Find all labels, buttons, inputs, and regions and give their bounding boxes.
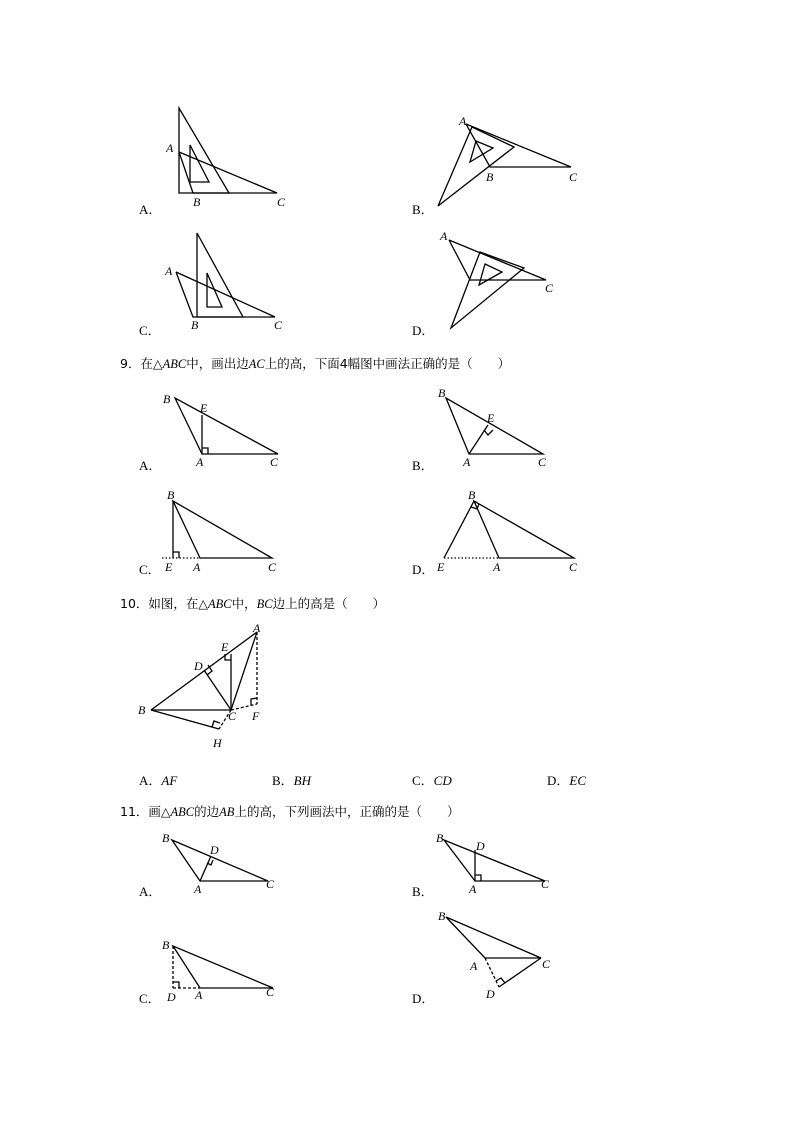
label-c: C	[569, 560, 578, 574]
label-c: C	[268, 560, 277, 574]
label-c: C	[270, 455, 279, 469]
label-c: C	[228, 709, 237, 723]
right-angle-h	[212, 721, 220, 727]
right-angle-d	[207, 665, 212, 675]
segment-cd	[204, 670, 231, 710]
label-c: C	[277, 195, 286, 209]
right-angle-mark	[173, 982, 179, 988]
label-c: C	[266, 985, 275, 999]
q9-option-c[interactable]: C．	[139, 562, 161, 577]
label-d: D	[167, 990, 176, 1004]
label-d: D	[486, 987, 495, 1001]
q9-option-d[interactable]: D．	[412, 562, 435, 577]
q9-figure-c	[160, 488, 300, 573]
label-b: B	[167, 488, 175, 502]
label-b: B	[486, 170, 494, 184]
question-9-text: 9．在△ABC中，画出边AC上的高，下面4幅图中画法正确的是（ ）	[120, 356, 511, 371]
label-d: D	[476, 839, 485, 853]
triangle-abc	[172, 840, 268, 881]
right-angle-mark	[202, 448, 208, 454]
label-b: B	[436, 831, 444, 845]
q9-option-a[interactable]: A．	[139, 458, 162, 473]
label-a: A	[166, 141, 174, 155]
label-b: B	[193, 195, 201, 209]
triangle-abc	[466, 124, 571, 167]
label-c: C	[545, 281, 554, 295]
question-11-text: 11．画△ABC的边AB上的高，下列画法中，正确的是（ ）	[120, 804, 460, 819]
label-c: C	[266, 877, 275, 891]
label-e: E	[437, 560, 445, 574]
label-a: A	[440, 229, 448, 243]
label-e: E	[487, 411, 495, 425]
label-b: B	[468, 488, 476, 502]
segment-bh	[151, 710, 219, 729]
triangle-abc	[446, 917, 541, 958]
label-a: A	[253, 621, 261, 635]
q10-figure	[130, 620, 280, 755]
label-a: A	[193, 560, 201, 574]
q11-option-b[interactable]: B．	[412, 884, 434, 899]
label-d: D	[210, 843, 219, 857]
label-a: A	[469, 882, 477, 896]
q8-figure-d	[430, 228, 580, 333]
label-d: D	[194, 659, 203, 673]
triangle-abc	[179, 152, 277, 193]
extension-line	[485, 958, 499, 987]
triangle-abc	[175, 398, 278, 454]
label-b: B	[163, 392, 171, 406]
set-square-outer	[197, 233, 243, 317]
triangle-abc	[173, 946, 273, 988]
q10-answer-b[interactable]: B．BH	[272, 773, 312, 788]
set-square-inner	[479, 264, 502, 285]
q11-figure-c	[158, 934, 288, 1009]
q10-answer-c[interactable]: C．CD	[412, 773, 452, 788]
label-a: A	[459, 114, 467, 128]
right-angle-mark	[173, 552, 179, 558]
q8-figure-c	[160, 225, 300, 335]
label-f: F	[252, 709, 260, 723]
q8-figure-a	[160, 100, 300, 215]
height-line	[200, 856, 211, 881]
q11-figure-b	[430, 828, 570, 898]
triangle-abc	[444, 840, 545, 881]
label-e: E	[165, 560, 173, 574]
label-a: A	[194, 882, 202, 896]
q8-option-c[interactable]: C．	[139, 323, 161, 338]
label-c: C	[538, 455, 547, 469]
label-c: C	[541, 877, 550, 891]
label-b: B	[138, 703, 146, 717]
q8-option-d[interactable]: D．	[412, 323, 435, 338]
label-b: B	[438, 909, 446, 923]
height-line	[469, 425, 488, 454]
label-b: B	[162, 831, 170, 845]
label-a: A	[493, 560, 501, 574]
label-b: B	[438, 386, 446, 400]
label-c: C	[542, 957, 551, 971]
q9-figure-d	[432, 488, 592, 573]
triangle-abc	[176, 272, 275, 317]
label-c: C	[274, 318, 283, 332]
q9-figure-b	[432, 385, 582, 470]
label-c: C	[569, 170, 578, 184]
triangle-abc	[474, 501, 574, 558]
q9-figure-a	[160, 390, 300, 470]
label-h: H	[213, 736, 222, 750]
question-10-text: 10．如图，在△ABC中，BC边上的高是（ ）	[120, 596, 386, 611]
label-e: E	[221, 640, 229, 654]
label-a: A	[165, 264, 173, 278]
right-angle-mark	[484, 430, 493, 435]
q11-figure-a	[158, 828, 288, 898]
label-a: A	[195, 988, 203, 1002]
label-b: B	[162, 938, 170, 952]
label-a: A	[196, 455, 204, 469]
label-a: A	[470, 959, 478, 973]
q10-answer-a[interactable]: A．AF	[139, 773, 178, 788]
q10-answer-d[interactable]: D．EC	[547, 773, 587, 788]
q11-figure-d	[430, 906, 570, 1006]
q11-option-c[interactable]: C．	[139, 991, 161, 1006]
q8-option-a[interactable]: A．	[139, 202, 162, 217]
triangle-abc	[446, 398, 543, 454]
label-a: A	[463, 455, 471, 469]
set-square-outer	[179, 108, 229, 193]
q11-option-d[interactable]: D．	[412, 991, 435, 1006]
height-line	[444, 501, 474, 558]
label-b: B	[191, 318, 199, 332]
label-e: E	[200, 401, 208, 415]
q8-option-b[interactable]: B．	[412, 202, 434, 217]
q11-option-a[interactable]: A．	[139, 884, 162, 899]
triangle-abc	[173, 501, 272, 558]
q9-option-b[interactable]: B．	[412, 458, 434, 473]
right-angle-mark	[475, 875, 481, 881]
q8-figure-b	[430, 110, 590, 210]
